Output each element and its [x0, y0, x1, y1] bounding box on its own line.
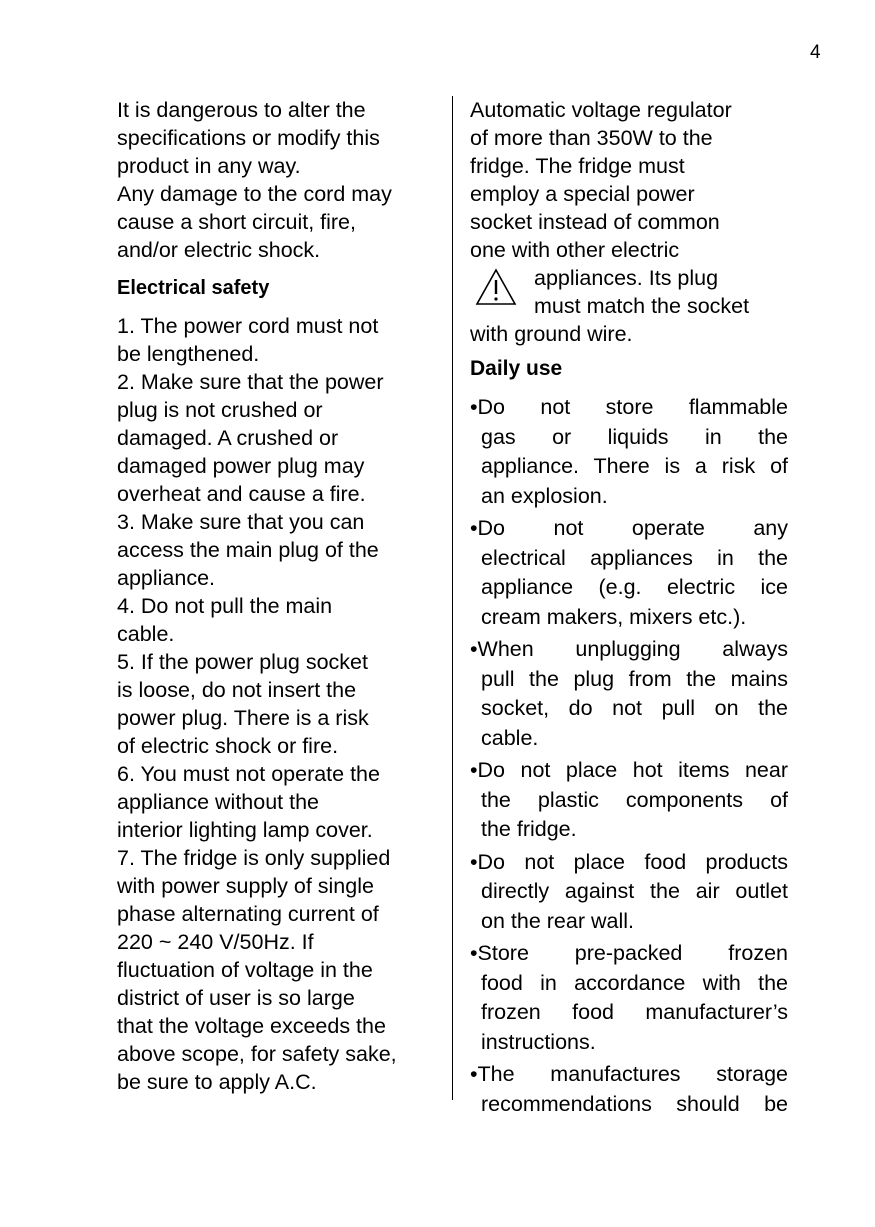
- bullet-line: •Store pre-packed frozen: [470, 941, 788, 965]
- text-line: 220 ~ 240 V/50Hz. If: [117, 930, 314, 954]
- after-warning-line: with ground wire.: [470, 322, 633, 346]
- electrical-safety-list: [117, 312, 447, 1096]
- text-line: specifications or modify this: [117, 126, 380, 150]
- bullet-line: •Do not operate any: [470, 516, 788, 540]
- text-line: fluctuation of voltage in the: [117, 958, 373, 982]
- text-line: be sure to apply A.C.: [117, 1070, 317, 1094]
- section-heading-electrical-safety: Electrical safety: [117, 277, 270, 299]
- page-number: 4: [810, 42, 821, 63]
- bullet-item: [470, 848, 788, 937]
- bullet-item: [470, 514, 788, 632]
- text-line: be lengthened.: [117, 342, 260, 366]
- text-line: phase alternating current of: [117, 902, 379, 926]
- text-line: 4. Do not pull the main: [117, 594, 333, 618]
- text-line: 3. Make sure that you can: [117, 510, 365, 534]
- warning-line: appliances. Its plug: [534, 266, 719, 290]
- text-line: 1. The power cord must not: [117, 314, 379, 338]
- bullet-item: [470, 939, 788, 1057]
- text-line: with power supply of single: [117, 874, 374, 898]
- bullet-line: socket, do not pull on the: [481, 696, 788, 720]
- continued-paragraph: [470, 96, 788, 264]
- text-line: appliance.: [117, 566, 216, 590]
- bullet-item: [470, 635, 788, 753]
- bullet-line: •When unplugging always: [470, 637, 788, 661]
- bullet-line: food in accordance with the: [481, 970, 788, 995]
- text-line: damaged power plug may: [117, 454, 365, 478]
- bullet-item: [470, 756, 788, 845]
- right-column: [470, 96, 788, 1122]
- text-line: power plug. There is a risk: [117, 706, 369, 730]
- bullet-line: recommendations should be: [481, 1091, 788, 1116]
- text-line: product in any way.: [117, 154, 301, 178]
- intro-paragraph: [117, 96, 447, 264]
- bullet-line: pull the plug from the mains: [481, 666, 788, 691]
- bullet-line: cream makers, mixers etc.).: [481, 604, 747, 629]
- section-heading-daily-use: Daily use: [470, 357, 563, 380]
- bullet-item: [470, 1060, 788, 1119]
- bullet-line: cable.: [481, 725, 539, 750]
- text-line: cause a short circuit, fire,: [117, 210, 356, 234]
- text-line: cable.: [117, 622, 175, 646]
- text-line: above scope, for safety sake,: [117, 1042, 397, 1066]
- text-line: access the main plug of the: [117, 538, 379, 562]
- bullet-line: •Do not place food products: [470, 849, 788, 874]
- warning-triangle-icon: [474, 267, 518, 307]
- text-line: 6. You must not operate the: [117, 762, 380, 786]
- text-line: 2. Make sure that the power: [117, 370, 384, 394]
- warning-block: [470, 264, 788, 320]
- text-line: and/or electric shock.: [117, 238, 321, 262]
- text-line: one with other electric: [470, 238, 680, 262]
- text-line: Automatic voltage regulator: [470, 98, 732, 122]
- bullet-line: directly against the air outlet: [481, 879, 788, 903]
- bullet-line: gas or liquids in the: [481, 424, 788, 449]
- bullet-line: frozen food manufacturer’s: [481, 1000, 788, 1024]
- bullet-line: the fridge.: [481, 817, 577, 841]
- bullet-line: on the rear wall.: [481, 908, 634, 933]
- daily-use-list: [470, 393, 788, 1119]
- text-line: 5. If the power plug socket: [117, 650, 368, 674]
- text-line: of electric shock or fire.: [117, 734, 339, 758]
- text-line: appliance without the: [117, 790, 320, 814]
- column-divider: [452, 96, 453, 1100]
- text-line: overheat and cause a fire.: [117, 482, 366, 506]
- text-line: fridge. The fridge must: [470, 154, 685, 178]
- text-line: It is dangerous to alter the: [117, 98, 366, 122]
- text-line: that the voltage exceeds the: [117, 1014, 386, 1038]
- text-line: of more than 350W to the: [470, 126, 713, 150]
- text-line: employ a special power: [470, 182, 695, 206]
- text-line: interior lighting lamp cover.: [117, 818, 373, 842]
- bullet-line: •Do not store flammable: [470, 395, 788, 419]
- bullet-item: [470, 393, 788, 511]
- text-line: plug is not crushed or: [117, 398, 323, 422]
- bullet-line: electrical appliances in the: [481, 545, 788, 570]
- text-line: Any damage to the cord may: [117, 182, 392, 206]
- text-line: district of user is so large: [117, 986, 355, 1010]
- text-line: socket instead of common: [470, 210, 720, 234]
- warning-line: must match the socket: [534, 294, 750, 318]
- bullet-line: instructions.: [481, 1029, 596, 1054]
- bullet-line: appliance. There is a risk of: [481, 454, 788, 478]
- bullet-line: •The manufactures storage: [470, 1062, 788, 1086]
- text-line: damaged. A crushed or: [117, 426, 339, 450]
- text-line: is loose, do not insert the: [117, 678, 357, 702]
- text-line: 7. The fridge is only supplied: [117, 846, 391, 870]
- bullet-line: appliance (e.g. electric ice: [481, 575, 788, 599]
- left-column: [117, 96, 447, 1096]
- bullet-line: the plastic components of: [481, 787, 788, 812]
- bullet-line: •Do not place hot items near: [470, 758, 788, 782]
- bullet-line: an explosion.: [481, 483, 608, 508]
